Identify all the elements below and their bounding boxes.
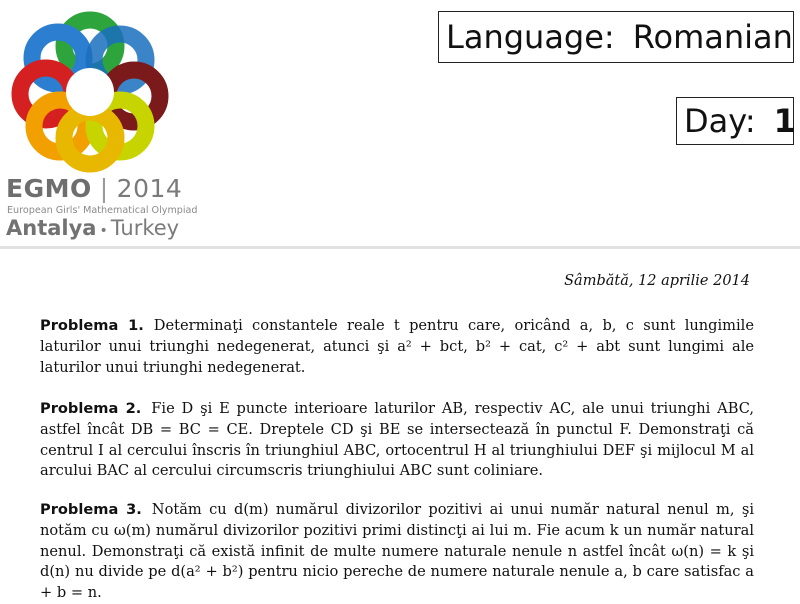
problem-3 (40, 500, 754, 604)
language-label: Language: (446, 18, 615, 56)
problem-2 (40, 399, 754, 482)
egmo-logo (2, 2, 198, 246)
language-value: Romanian (632, 18, 793, 56)
header-divider (0, 246, 800, 249)
egmo-subtitle: European Girls' Mathematical Olympiad (7, 205, 198, 216)
day-box (676, 97, 794, 145)
problem-2-title: Problema 2. (40, 400, 142, 417)
day-value: 1 (773, 102, 796, 140)
language-box (438, 11, 794, 63)
header (0, 0, 800, 246)
egmo-brand: EGMO | 2014 (6, 174, 183, 203)
day-label: Day: (684, 102, 756, 140)
problem-2-text: Fie D şi E puncte interioare laturilor AB, respectiv AC, ale unui triunghi ABC, astfel încât DB = BC = CE. Dreptele CD şi BE se intersectează în punctul F. Demonstraţi că centrul I al cercului înscris în triunghiul ABC, ortocentrul H al triunghiului DEF şi mijlocul M al arcului BAC al cercului circumscris triunghiului ABC sunt coliniare. (40, 400, 754, 480)
problem-3-title: Problema 3. (40, 501, 142, 518)
egmo-knot-logo-icon (2, 2, 178, 178)
problem-1-title: Problema 1. (40, 317, 144, 334)
problem-1 (40, 316, 754, 378)
problem-1-text: Determinaţi constantele reale t pentru care, oricând a, b, c sunt lungimile laturilor unui triunghi nedegenerat, atunci şi a² + bct, b² + cat, c² + abt sunt lungimi ale laturilor unui triunghi nedegenerat. (40, 317, 754, 376)
egmo-location: Antalya • Turkey (6, 216, 180, 240)
problem-3-text: Notăm cu d(m) numărul divizorilor pozitivi ai unui număr natural nenul m, şi notăm cu ω(m) numărul divizorilor pozitivi primi distincţi ai lui m. Fie acum k un număr natural nenul. Demonstraţi că există infinit de multe numere naturale nenule n astfel încât ω(n) = k şi d(n) nu divide pe d(a² + b²) pentru nicio pereche de numere naturale nenule a, b care satisfac a + b = n. (40, 501, 754, 602)
exam-date: Sâmbătă, 12 aprilie 2014 (564, 273, 750, 289)
